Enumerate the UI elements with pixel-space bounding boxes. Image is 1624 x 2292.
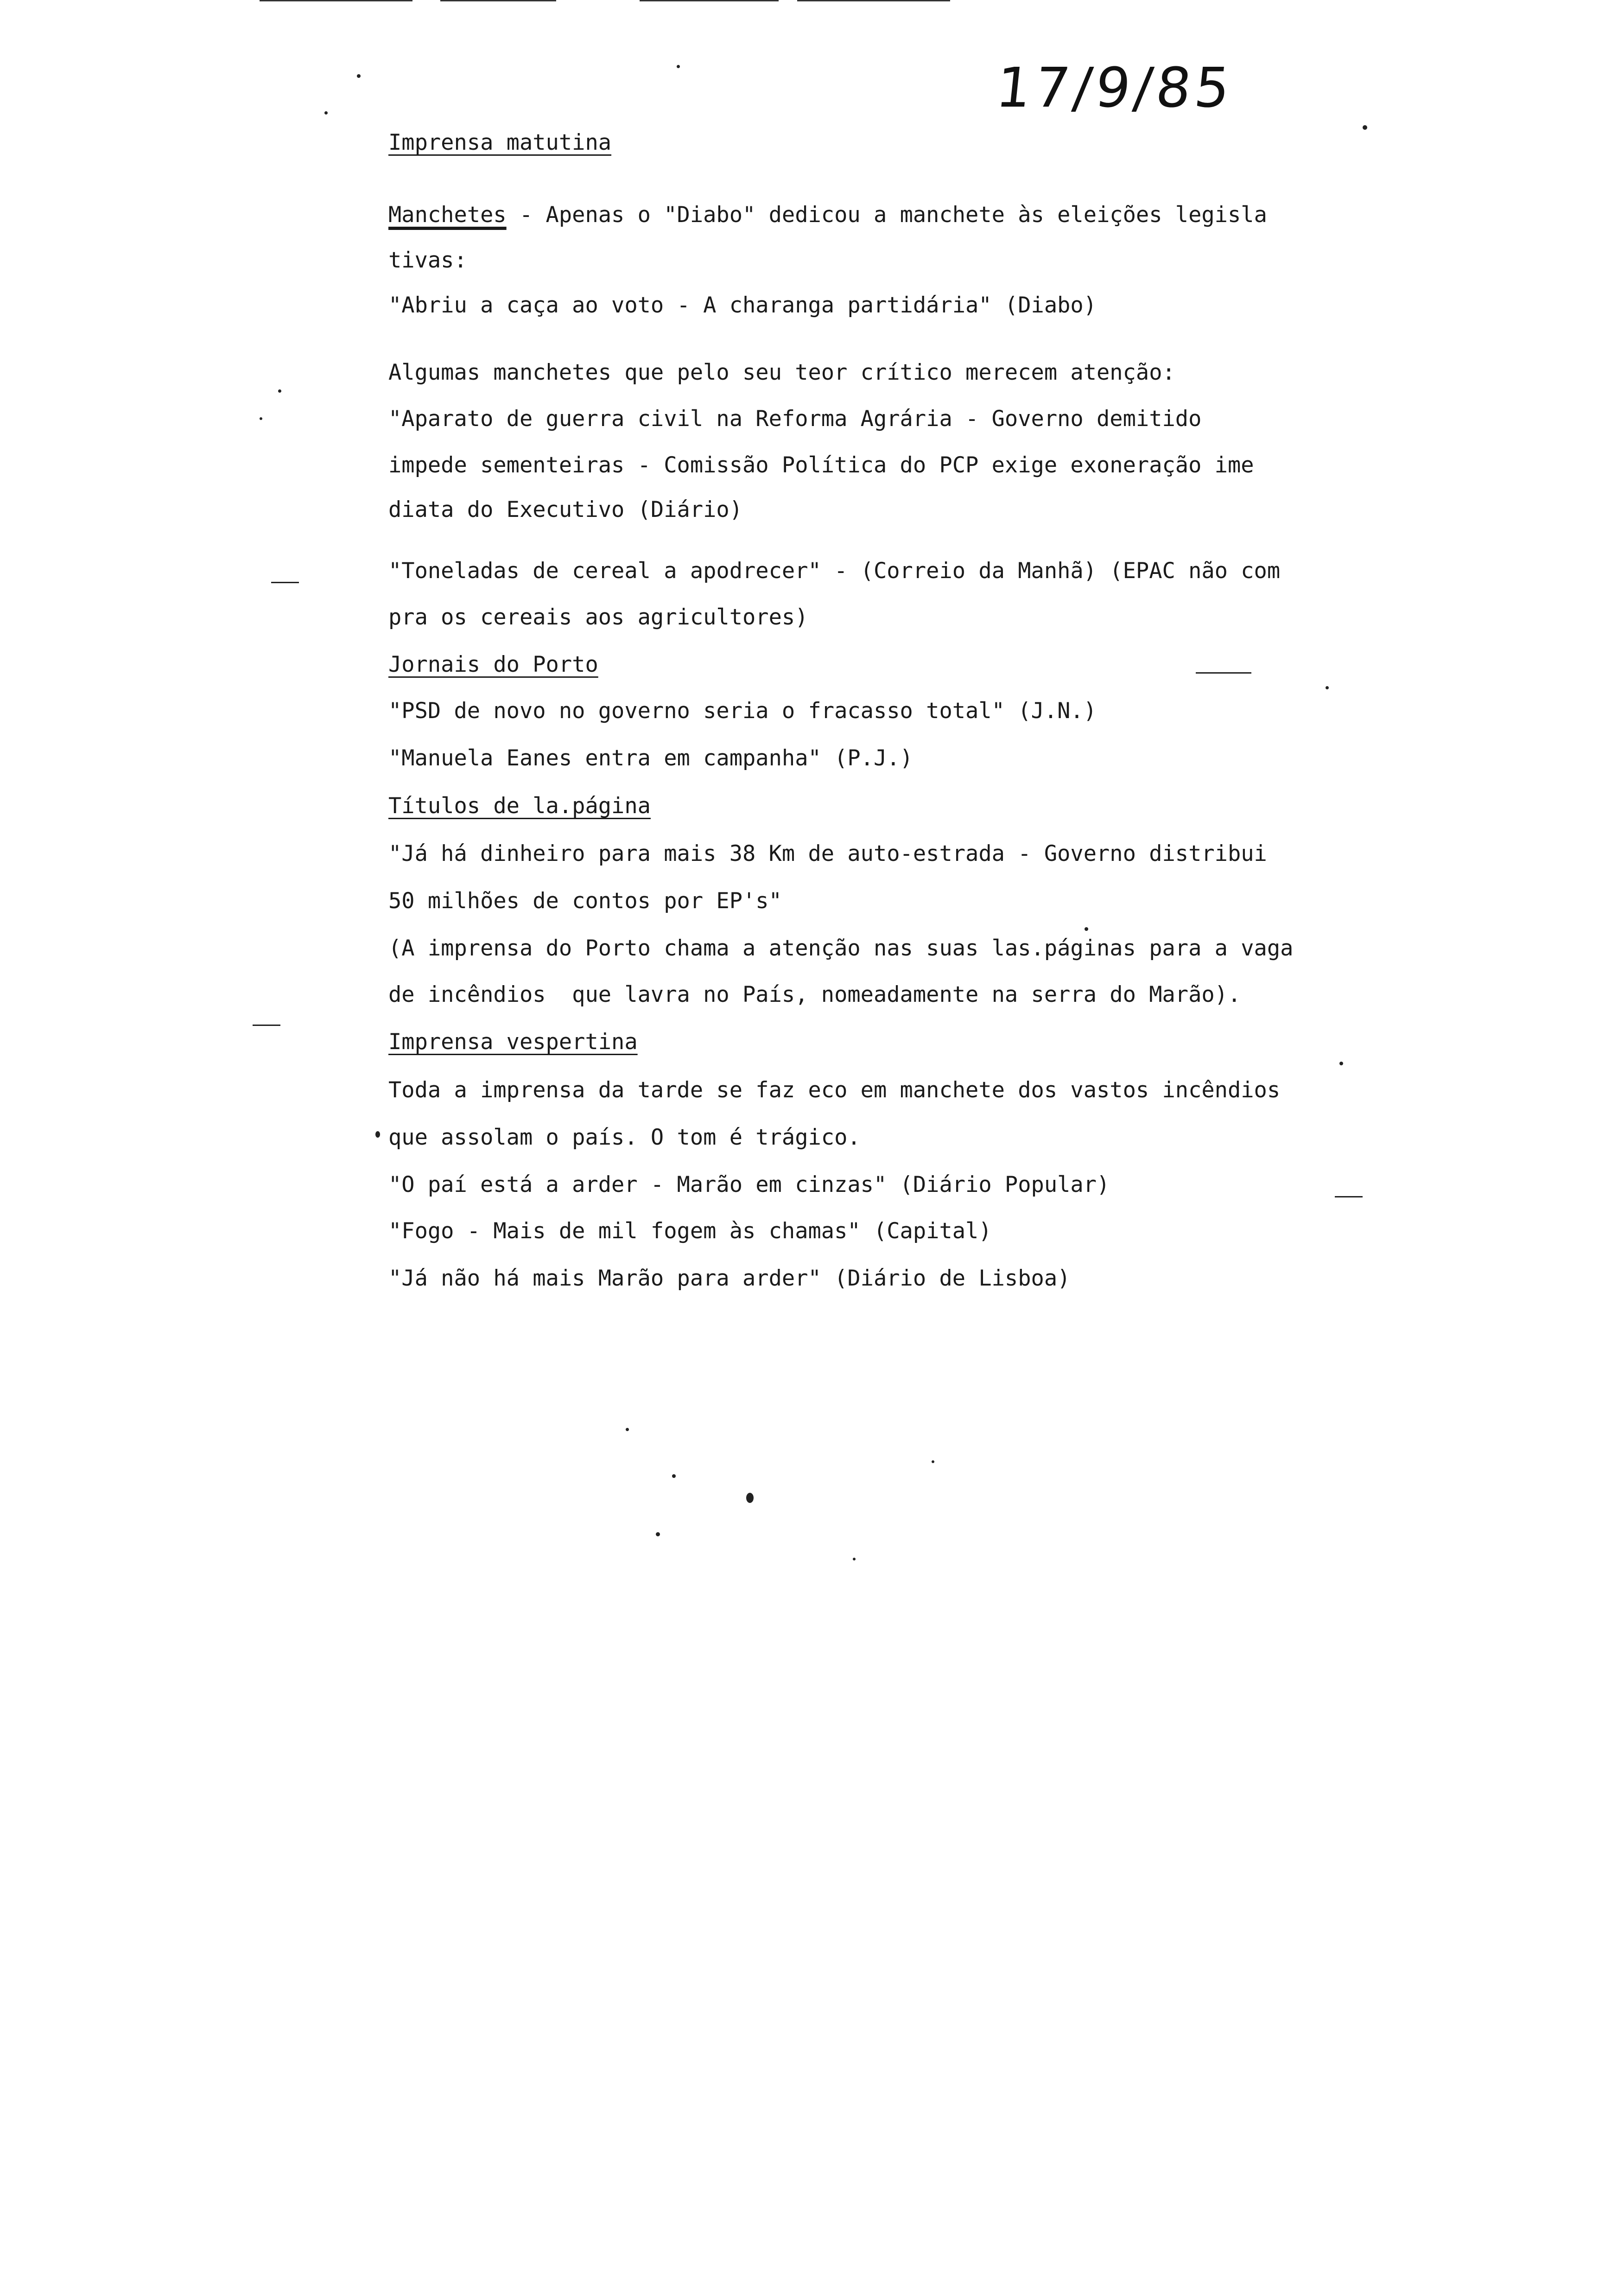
section-heading-jornais-do-porto: Jornais do Porto	[388, 652, 598, 677]
text-line: "PSD de novo no governo seria o fracasso total" (J.N.)	[388, 698, 1097, 724]
text-line: diata do Executivo (Diário)	[388, 497, 743, 522]
scan-speck	[260, 417, 262, 420]
scan-speck	[626, 1428, 629, 1431]
text-line-manchetes	[388, 204, 1267, 226]
text-line: Algumas manchetes que pelo seu teor crítico merecem atenção:	[388, 360, 1175, 385]
section-heading-imprensa-vespertina: Imprensa vespertina	[388, 1029, 638, 1055]
margin-pen-mark	[253, 1025, 280, 1026]
margin-pen-mark	[271, 582, 299, 583]
manchetes-line-rest: - Apenas o "Diabo" dedicou a manchete às eleições legisla	[506, 202, 1267, 228]
text-line: 50 milhões de contos por EP's"	[388, 888, 782, 914]
text-line: "Fogo - Mais de mil fogem às chamas" (Capital)	[388, 1218, 992, 1244]
text-line: "Já há dinheiro para mais 38 Km de auto-estrada - Governo distribui	[388, 841, 1267, 866]
scan-speck	[1363, 125, 1367, 130]
section-heading-imprensa-matutina: Imprensa matutina	[388, 130, 612, 155]
margin-pen-mark	[1196, 672, 1251, 674]
scan-speck	[1326, 686, 1329, 689]
scan-speck	[746, 1493, 754, 1503]
manchetes-label: Manchetes	[388, 202, 507, 228]
scan-speck	[656, 1532, 660, 1536]
text-line: tivas:	[388, 248, 467, 273]
scan-speck	[324, 111, 328, 115]
text-line: "Toneladas de cereal a apodrecer" - (Correio da Manhã) (EPAC não com	[388, 558, 1281, 584]
scan-speck	[672, 1474, 676, 1478]
text-line: "Manuela Eanes entra em campanha" (P.J.)	[388, 745, 913, 771]
scan-speck	[932, 1460, 934, 1463]
text-line: de incêndios que lavra no País, nomeadamente na serra do Marão).	[388, 982, 1241, 1007]
text-line: que assolam o país. O tom é trágico.	[388, 1125, 861, 1150]
text-line: "Aparato de guerra civil na Reforma Agrária - Governo demitido	[388, 406, 1202, 432]
section-heading-titulos-1a-pagina: Títulos de la.página	[388, 793, 651, 819]
text-line: "Abriu a caça ao voto - A charanga partidária" (Diabo)	[388, 293, 1097, 318]
scan-speck	[375, 1131, 380, 1138]
scan-speck	[278, 389, 281, 393]
handwritten-date: 17/9/85	[993, 56, 1237, 120]
scan-edge-line	[797, 0, 950, 1]
scan-edge-line	[440, 0, 556, 1]
scan-speck	[357, 74, 361, 78]
scan-speck	[853, 1558, 856, 1560]
text-line: "Já não há mais Marão para arder" (Diário de Lisboa)	[388, 1266, 1071, 1291]
scan-speck	[1339, 1062, 1343, 1065]
text-line: Toda a imprensa da tarde se faz eco em manchete dos vastos incêndios	[388, 1077, 1281, 1103]
scan-speck	[1085, 927, 1088, 931]
text-line: "O paí está a arder - Marão em cinzas" (Diário Popular)	[388, 1172, 1110, 1197]
scan-edge-line	[640, 0, 779, 1]
scan-edge-line	[260, 0, 412, 1]
text-line: impede sementeiras - Comissão Política do PCP exige exoneração ime	[388, 452, 1254, 478]
text-line: (A imprensa do Porto chama a atenção nas suas las.páginas para a vaga	[388, 936, 1294, 961]
text-line: pra os cereais aos agricultores)	[388, 605, 808, 630]
scan-speck	[677, 65, 680, 68]
margin-pen-mark	[1335, 1196, 1363, 1197]
